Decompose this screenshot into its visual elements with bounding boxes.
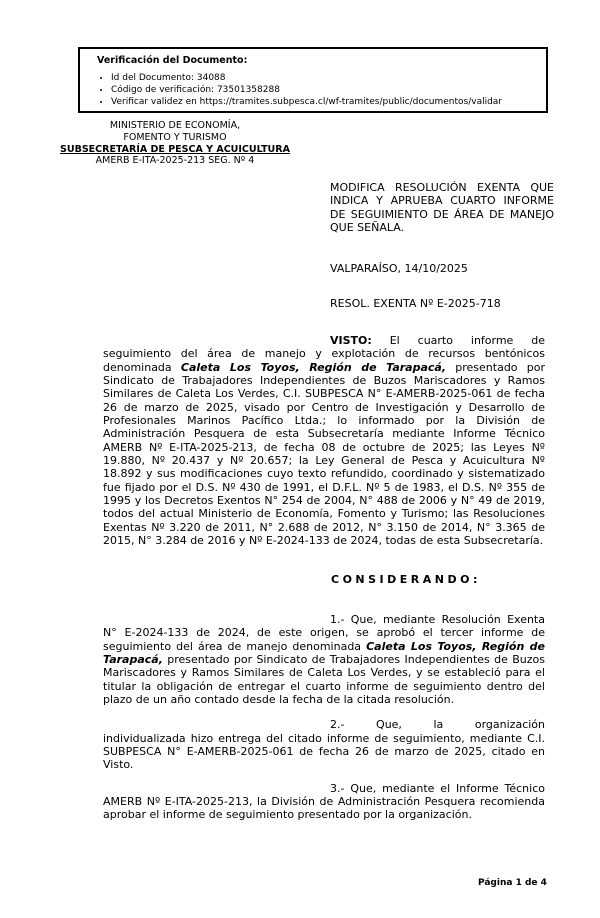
considerando-item-2: 2.- Que, la organización individualizada hizo entrega del citado informe de seguimiento, mediante C.I. SUBPESCA N° E-AMERB-2025-061 de fecha 26 de marzo de 2025, citado en Visto. <box>103 718 545 772</box>
verification-item-code: • Código de verificación: 73501358288 <box>111 84 536 96</box>
ministry-line-2: FOMENTO Y TURISMO <box>123 131 227 143</box>
considerando-heading: CONSIDERANDO: <box>331 572 481 586</box>
considerando-item-1-area-name: Caleta Los Toyos, Región de Tarapacá, <box>103 639 545 666</box>
resolution-number: RESOL. EXENTA Nº E-2025-718 <box>330 297 501 310</box>
verification-title: Verificación del Documento: <box>97 55 248 66</box>
subject-title: MODIFICA RESOLUCIÓN EXENTA QUE INDICA Y APRUEBA CUARTO INFORME DE SEGUIMIENTO DE ÁREA DE MANEJO QUE SEÑALA. <box>330 181 554 235</box>
place-date: VALPARAÍSO, 14/10/2025 <box>330 262 468 275</box>
visto-text-1: El cuarto informe de seguimiento del área de manejo y explotación de recursos bentónicos denominada <box>103 334 545 374</box>
page-footer: Página 1 de 4 <box>478 878 547 888</box>
verification-item-url: • Verificar validez en https://tramites.subpesca.cl/wf-tramites/public/documentos/validar <box>111 96 536 108</box>
document-body <box>103 334 545 822</box>
subsecretaria-line: SUBSECRETARÍA DE PESCA Y ACUICULTURA <box>60 143 290 155</box>
considerando-item-1-text-2: presentado por Sindicato de Trabajadores Independientes de Buzos Mariscadores y Ramos Similares de Caleta Los Verdes, y se estableció para el titular la obligación de entregar el cuarto informe de seguimiento dentro del plazo de un año contado desde la fecha de la citada resolución. <box>103 652 545 706</box>
letterhead <box>30 120 320 167</box>
ministry-line-1: MINISTERIO DE ECONOMÍA, <box>109 120 241 131</box>
considerando-item-1 <box>103 613 545 706</box>
verification-box <box>78 47 548 113</box>
verification-list <box>97 72 536 108</box>
visto-paragraph <box>103 334 545 548</box>
considerando-item-3: 3.- Que, mediante el Informe Técnico AMERB Nº E-ITA-2025-213, la División de Administración Pesquera recomienda aprobar el informe de seguimiento presentado por la organización. <box>103 781 545 822</box>
considerando-item-1-text-1: 1.- Que, mediante Resolución Exenta N° E-2024-133 de 2024, de este origen, se aprobó el tercer informe de seguimiento del área de manejo denominada <box>103 612 545 653</box>
verification-item-document-id: • Id del Documento: 34088 <box>111 72 536 84</box>
area-name-bold: Caleta Los Toyos, Región de Tarapacá, <box>180 360 447 374</box>
visto-text-2: presentado por Sindicato de Trabajadores Independientes de Buzos Mariscadores y Ramos Similares de Caleta Los Verdes, C.I. SUBPESCA N° E-AMERB-2025-061 de fecha 26 de marzo de 2025, visado por Centro de Investigación y Desarrollo de Profesionales Marinos Pacífico Ltda.; lo informado por la División de Administración Pesquera de esta Subsecretaría mediante Informe Técnico AMERB Nº E-ITA-2025-213, de fecha 08 de octubre de 2025; las Leyes Nº 19.880, Nº 20.437 y Nº 20.657; la Ley General de Pesca y Acuicultura Nº 18.892 y sus modificaciones cuyo texto refundido, coordinado y sistematizado fue fijado por el D.S. Nº 430 de 1991, el D.F.L. Nº 5 de 1983, el D.S. Nº 355 de 1995 y los Decretos Exentos N° 254 de 2004, N° 488 de 2006 y N° 49 de 2019, todos del actual Ministerio de Economía, Fomento y Turismo; las Resoluciones Exentas Nº 3.220 de 2011, N° 2.688 de 2012, N° 3.150 de 2014, N° 3.365 de 2015, N° 3.284 de 2016 y Nº E-2024-133 de 2024, todas de esta Subsecretaría. <box>103 360 546 548</box>
file-reference: AMERB E-ITA-2025-213 SEG. Nº 4 <box>95 155 255 167</box>
visto-label: VISTO: <box>330 334 372 347</box>
